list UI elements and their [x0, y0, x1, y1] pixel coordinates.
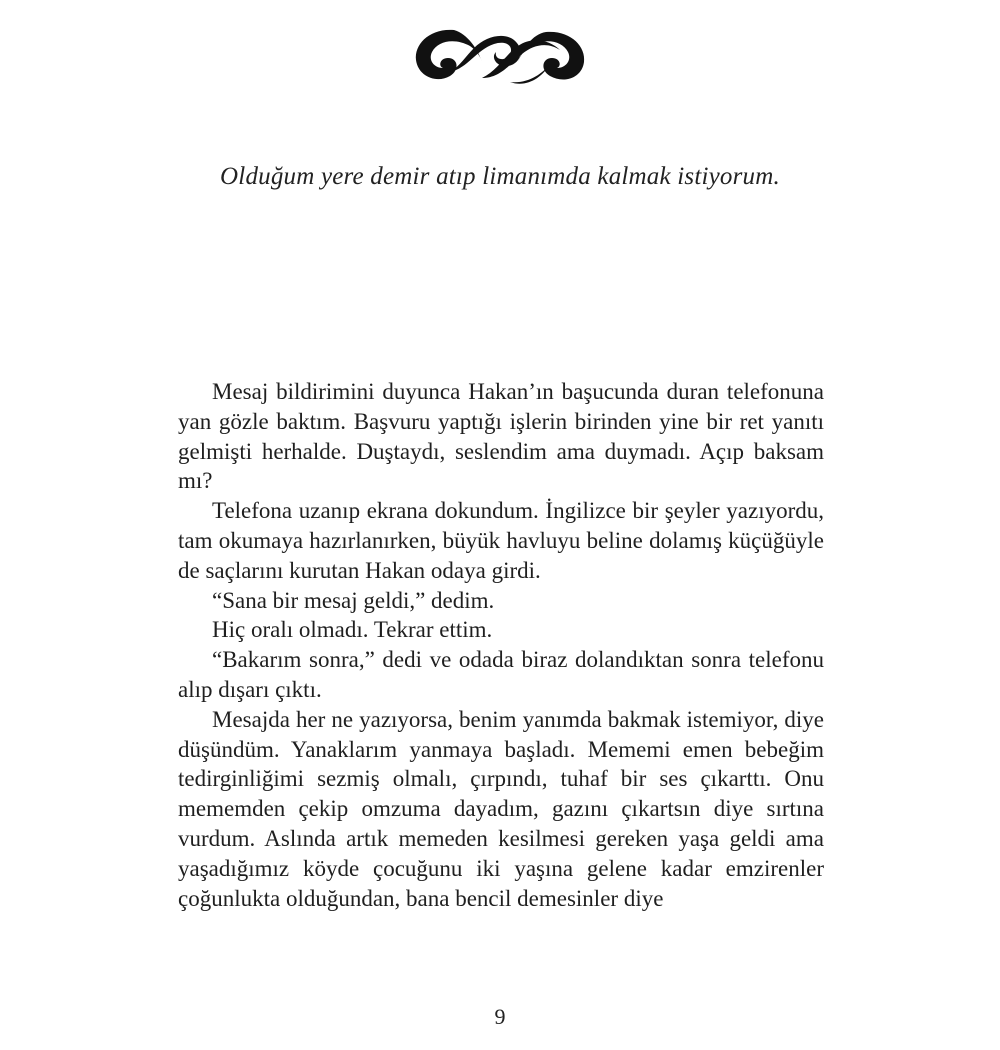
paragraph: Telefona uzanıp ekrana dokundum. İngilizce bir şeyler yazıyordu, tam okumaya hazırlanırken, büyük havluyu beline dolamış küçüğüyle de saçlarını kurutan Hakan odaya girdi.: [178, 498, 824, 583]
paragraph: Mesajda her ne yazıyorsa, benim yanımda bakmak istemiyor, diye düşündüm. Yanaklarım yanmaya başladı. Mememi emen bebeğim tedirginliğimi sezmiş olmalı, çırpındı, tuhaf bir ses çıkarttı. Onu mememden çekip omzuma dayadım, gazını çıkartsın diye sırtına vurdum. Aslında artık memeden kesilmesi gereken yaşa geldi ama yaşadığımız köyde çocuğunu iki yaşına gelene kadar emzirenler çoğunlukta olduğundan, bana bencil demesinler diye: [178, 706, 824, 911]
paragraph: Mesaj bildirimini duyunca Hakan’ın başucunda duran telefonuna yan gözle baktım. Başvuru yaptığı işlerin birinden yine bir ret yanıtı gelmişti herhalde. Duştaydı, seslendim ama duymadı. Açıp baksam mı?: [178, 379, 824, 494]
paragraph: Hiç oralı olmadı. Tekrar ettim.: [212, 617, 493, 643]
epigraph: Olduğum yere demir atıp limanımda kalmak istiyorum.: [220, 163, 780, 190]
paragraph: “Sana bir mesaj geldi,” dedim.: [212, 587, 495, 613]
chapter-body-text: [178, 377, 824, 913]
scroll-flourish-icon: [410, 20, 590, 90]
page-number: 9: [494, 1004, 506, 1029]
paragraph: “Bakarım sonra,” dedi ve odada biraz dolandıktan sonra telefonu alıp dışarı çıktı.: [178, 647, 824, 702]
